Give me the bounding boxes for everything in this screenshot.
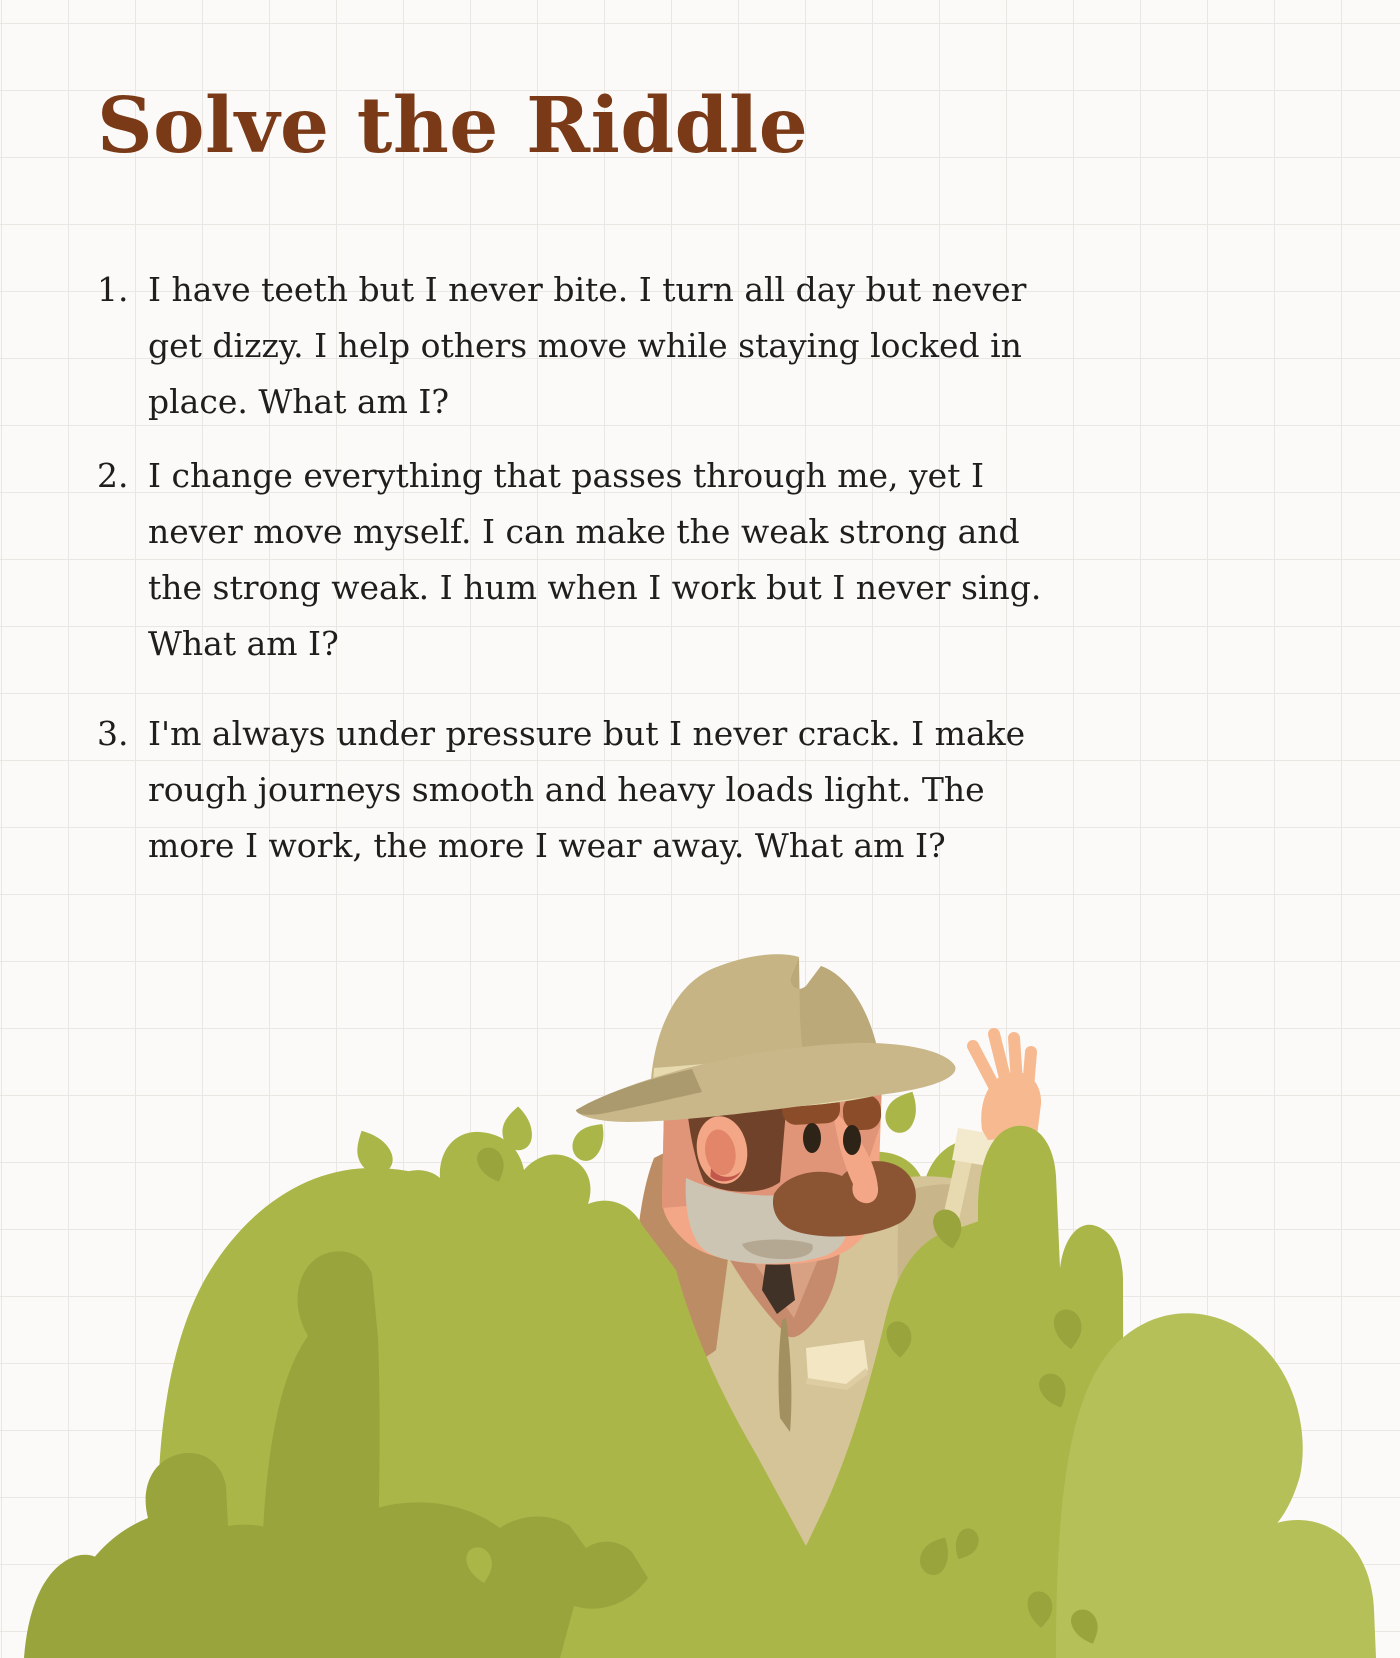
riddle-line: more I work, the more I wear away. What am I? <box>148 826 946 865</box>
riddle-line: I have teeth but I never bite. I turn all day but never <box>148 270 1027 309</box>
riddle-item-1 <box>97 262 1237 430</box>
fedora-hat <box>576 954 955 1122</box>
riddle-line: I change everything that passes through me, yet I <box>148 456 984 495</box>
riddle-line: never move myself. I can make the weak strong and <box>148 512 1020 551</box>
right-eye <box>843 1125 861 1155</box>
bush-dark-finger-far-left <box>24 1555 116 1658</box>
riddle-text <box>148 706 1025 874</box>
riddle-item-2 <box>97 448 1237 672</box>
riddle-line: get dizzy. I help others move while staying locked in <box>148 326 1022 365</box>
riddle-line: What am I? <box>148 624 339 663</box>
riddle-number: 1. <box>97 270 129 309</box>
detective-in-bush-illustration <box>0 898 1400 1658</box>
page-title: Solve the Riddle <box>97 81 809 171</box>
riddle-text <box>148 448 1041 672</box>
hand <box>973 1034 1041 1140</box>
riddle-line: rough journeys smooth and heavy loads light. The <box>148 770 985 809</box>
riddle-line: the strong weak. I hum when I work but I never sing. <box>148 568 1042 607</box>
riddle-line: place. What am I? <box>148 382 450 421</box>
riddle-item-3 <box>97 706 1237 874</box>
riddle-number: 3. <box>97 714 129 753</box>
riddle-line: I'm always under pressure but I never crack. I make <box>148 714 1026 753</box>
left-eye <box>803 1123 821 1153</box>
riddle-text <box>148 262 1026 430</box>
riddle-list <box>97 262 1237 874</box>
riddle-number: 2. <box>97 456 129 495</box>
